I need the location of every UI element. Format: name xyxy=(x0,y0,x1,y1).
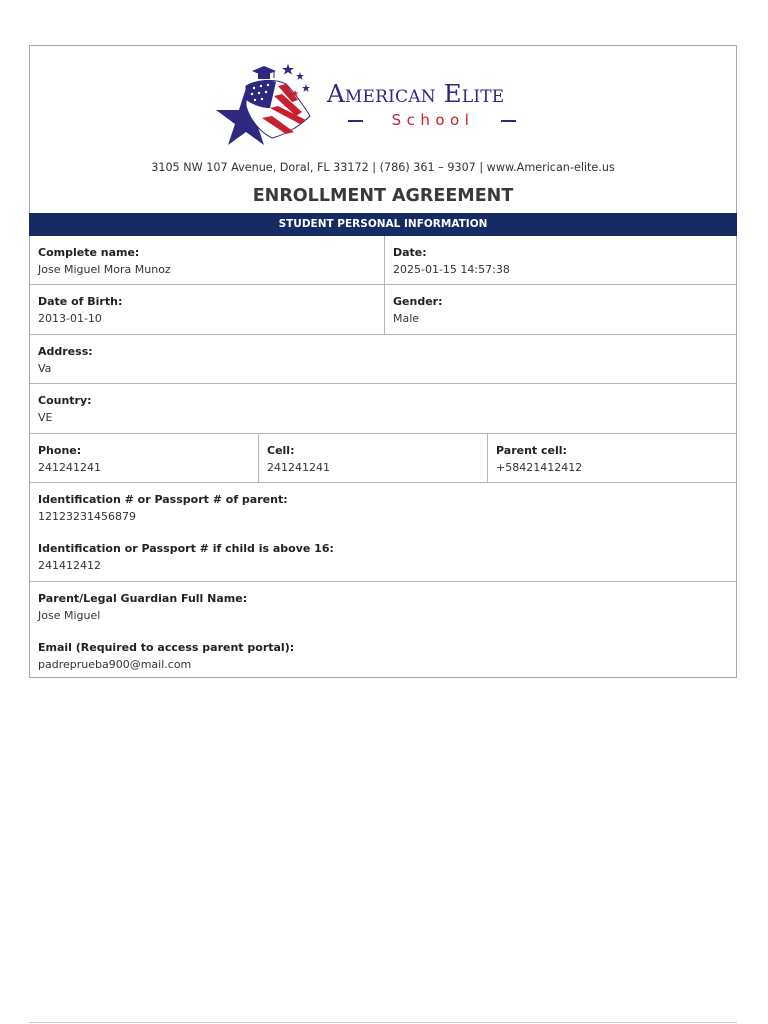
date-label: Date: xyxy=(393,246,427,259)
date-of-birth-label: Date of Birth: xyxy=(38,295,123,308)
country-value: VE xyxy=(38,411,53,424)
parent-cell-cell xyxy=(488,434,736,483)
complete-name-value: Jose Miguel Mora Munoz xyxy=(38,263,171,276)
date-of-birth-value: 2013-01-10 xyxy=(38,312,102,325)
enrollment-agreement-document xyxy=(29,45,737,678)
country-label: Country: xyxy=(38,394,92,407)
subtitle-rule-right xyxy=(501,120,516,122)
identification-cell xyxy=(30,483,736,582)
section-header: STUDENT PERSONAL INFORMATION xyxy=(29,213,737,236)
address-value: Va xyxy=(38,362,52,375)
date-value: 2025-01-15 14:57:38 xyxy=(393,263,510,276)
eagle-flag-emblem-icon xyxy=(216,62,324,146)
child-id-value: 241412412 xyxy=(38,559,101,572)
parent-id-value: 12123231456879 xyxy=(38,510,136,523)
cell-phone-cell xyxy=(259,434,488,483)
email-label: Email (Required to access parent portal): xyxy=(38,641,295,654)
date-cell xyxy=(385,236,736,285)
phone-value: 241241241 xyxy=(38,461,101,474)
cell-phone-label: Cell: xyxy=(267,444,295,457)
phone-cell xyxy=(30,434,259,483)
school-name: American Elite xyxy=(327,79,505,108)
guardian-cell xyxy=(30,582,736,677)
parent-id-label: Identification # or Passport # of parent: xyxy=(38,493,288,506)
cell-phone-value: 241241241 xyxy=(267,461,330,474)
school-subtitle xyxy=(348,110,560,130)
subtitle-rule-left xyxy=(348,120,363,122)
email-value: padreprueba900@mail.com xyxy=(38,658,192,671)
phone-label: Phone: xyxy=(38,444,82,457)
parent-cell-value: +58421412412 xyxy=(496,461,583,474)
school-contact-line: 3105 NW 107 Avenue, Doral, FL 33172 | (786) 361 – 9307 | www.American-elite.us xyxy=(151,161,615,174)
address-label: Address: xyxy=(38,345,93,358)
gender-cell xyxy=(385,285,736,335)
child-id-label: Identification or Passport # if child is above 16: xyxy=(38,542,334,555)
page-footer-divider xyxy=(29,1022,737,1023)
school-subtitle-text: School xyxy=(391,111,475,129)
address-cell xyxy=(30,335,736,384)
complete-name-cell xyxy=(30,236,385,285)
guardian-name-label: Parent/Legal Guardian Full Name: xyxy=(38,592,248,605)
school-logo xyxy=(216,62,566,146)
date-of-birth-cell xyxy=(30,285,385,335)
complete-name-label: Complete name: xyxy=(38,246,140,259)
document-title: ENROLLMENT AGREEMENT xyxy=(252,186,514,206)
guardian-name-value: Jose Miguel xyxy=(38,609,101,622)
parent-cell-label: Parent cell: xyxy=(496,444,567,457)
gender-label: Gender: xyxy=(393,295,443,308)
country-cell xyxy=(30,384,736,434)
gender-value: Male xyxy=(393,312,420,325)
